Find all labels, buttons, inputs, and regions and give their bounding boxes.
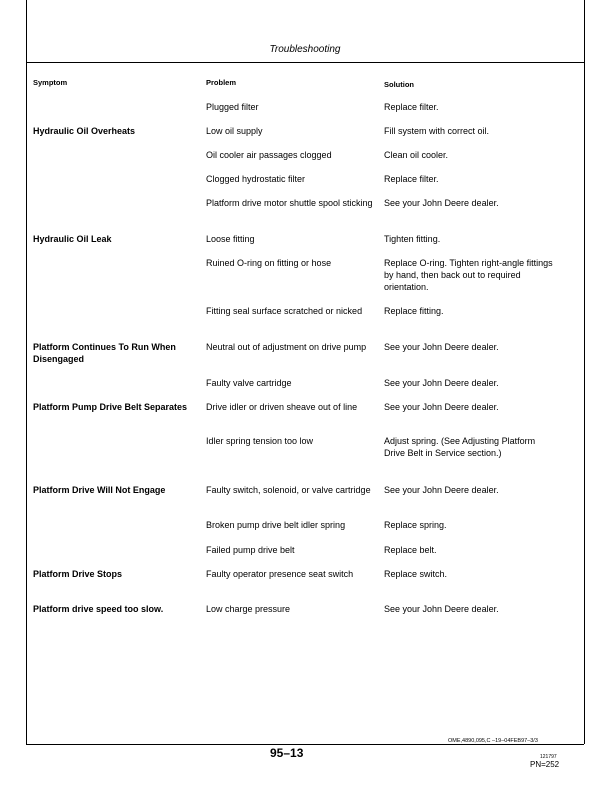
table-row-symptom: Platform drive speed too slow. [33, 604, 164, 614]
table-row-problem: Neutral out of adjustment on drive pump [206, 342, 367, 352]
table-row-problem: Drive idler or driven sheave out of line [206, 402, 358, 412]
table-row-symptom: Platform Drive Will Not Engage [33, 485, 166, 495]
table-row-problem: Broken pump drive belt idler spring [206, 520, 346, 530]
table-row-problem: Faulty operator presence seat switch [206, 569, 354, 579]
table-row-symptom: Platform Pump Drive Belt Separates [33, 402, 188, 412]
column-header-solution: Solution [384, 80, 414, 89]
table-row-solution: Clean oil cooler. [384, 150, 449, 160]
table-row-problem: Failed pump drive belt [206, 545, 295, 555]
table-row-problem: Loose fitting [206, 234, 255, 244]
footer-rule [26, 744, 584, 745]
page-frame-right [584, 0, 585, 744]
page-frame-left [26, 0, 27, 744]
table-row-problem: Fitting seal surface scratched or nicked [206, 306, 363, 316]
table-row-solution: See your John Deere dealer. [384, 378, 499, 388]
pn-label: PN=252 [530, 760, 560, 769]
table-row-symptom: Platform Drive Stops [33, 569, 123, 579]
table-row-problem: Ruined O-ring on fitting or hose [206, 258, 332, 268]
column-header-problem: Problem [206, 78, 237, 87]
table-row-solution: Replace O-ring. Tighten right-angle fittings by hand, then back out to required orientation. [384, 258, 553, 292]
table-row-solution: Fill system with correct oil. [384, 126, 490, 136]
table-row-symptom: Hydraulic Oil Leak [33, 234, 112, 244]
table-row-solution: Replace spring. [384, 520, 447, 530]
table-row-solution: Tighten fitting. [384, 234, 441, 244]
table-row-solution: See your John Deere dealer. [384, 198, 499, 208]
table-row-solution: See your John Deere dealer. [384, 402, 499, 412]
table-row-problem: Oil cooler air passages clogged [206, 150, 332, 160]
table-row-problem: Faulty switch, solenoid, or valve cartridge [206, 485, 371, 495]
table-row-problem: Faulty valve cartridge [206, 378, 292, 388]
table-row-solution: Adjust spring. (See Adjusting Platform Drive Belt in Service section.) [384, 436, 536, 458]
table-row-problem: Platform drive motor shuttle spool sticking [206, 198, 373, 208]
table-row-symptom: Hydraulic Oil Overheats [33, 126, 136, 136]
document-code: OME,4890,095,C –19–04FEB97–3/3 [448, 738, 538, 744]
table-row-solution: See your John Deere dealer. [384, 342, 499, 352]
column-header-symptom: Symptom [33, 78, 68, 87]
table-row-solution: Replace filter. [384, 174, 439, 184]
page-number: 95–13 [270, 746, 304, 760]
print-code: 121797 [540, 754, 557, 760]
table-row-solution: See your John Deere dealer. [384, 485, 499, 495]
table-row-solution: Replace fitting. [384, 306, 444, 316]
table-row-problem: Idler spring tension too low [206, 436, 314, 446]
table-row-problem: Plugged filter [206, 102, 259, 112]
table-row-problem: Low oil supply [206, 126, 263, 136]
table-row-problem: Low charge pressure [206, 604, 291, 614]
table-row-solution: Replace filter. [384, 102, 439, 112]
table-row-solution: Replace switch. [384, 569, 448, 579]
table-row-solution: See your John Deere dealer. [384, 604, 499, 614]
running-title: Troubleshooting [269, 44, 341, 55]
header-rule [26, 62, 584, 63]
table-row-solution: Replace belt. [384, 545, 437, 555]
table-row-problem: Clogged hydrostatic filter [206, 174, 306, 184]
table-row-symptom: Platform Continues To Run When Disengaged [33, 342, 176, 364]
